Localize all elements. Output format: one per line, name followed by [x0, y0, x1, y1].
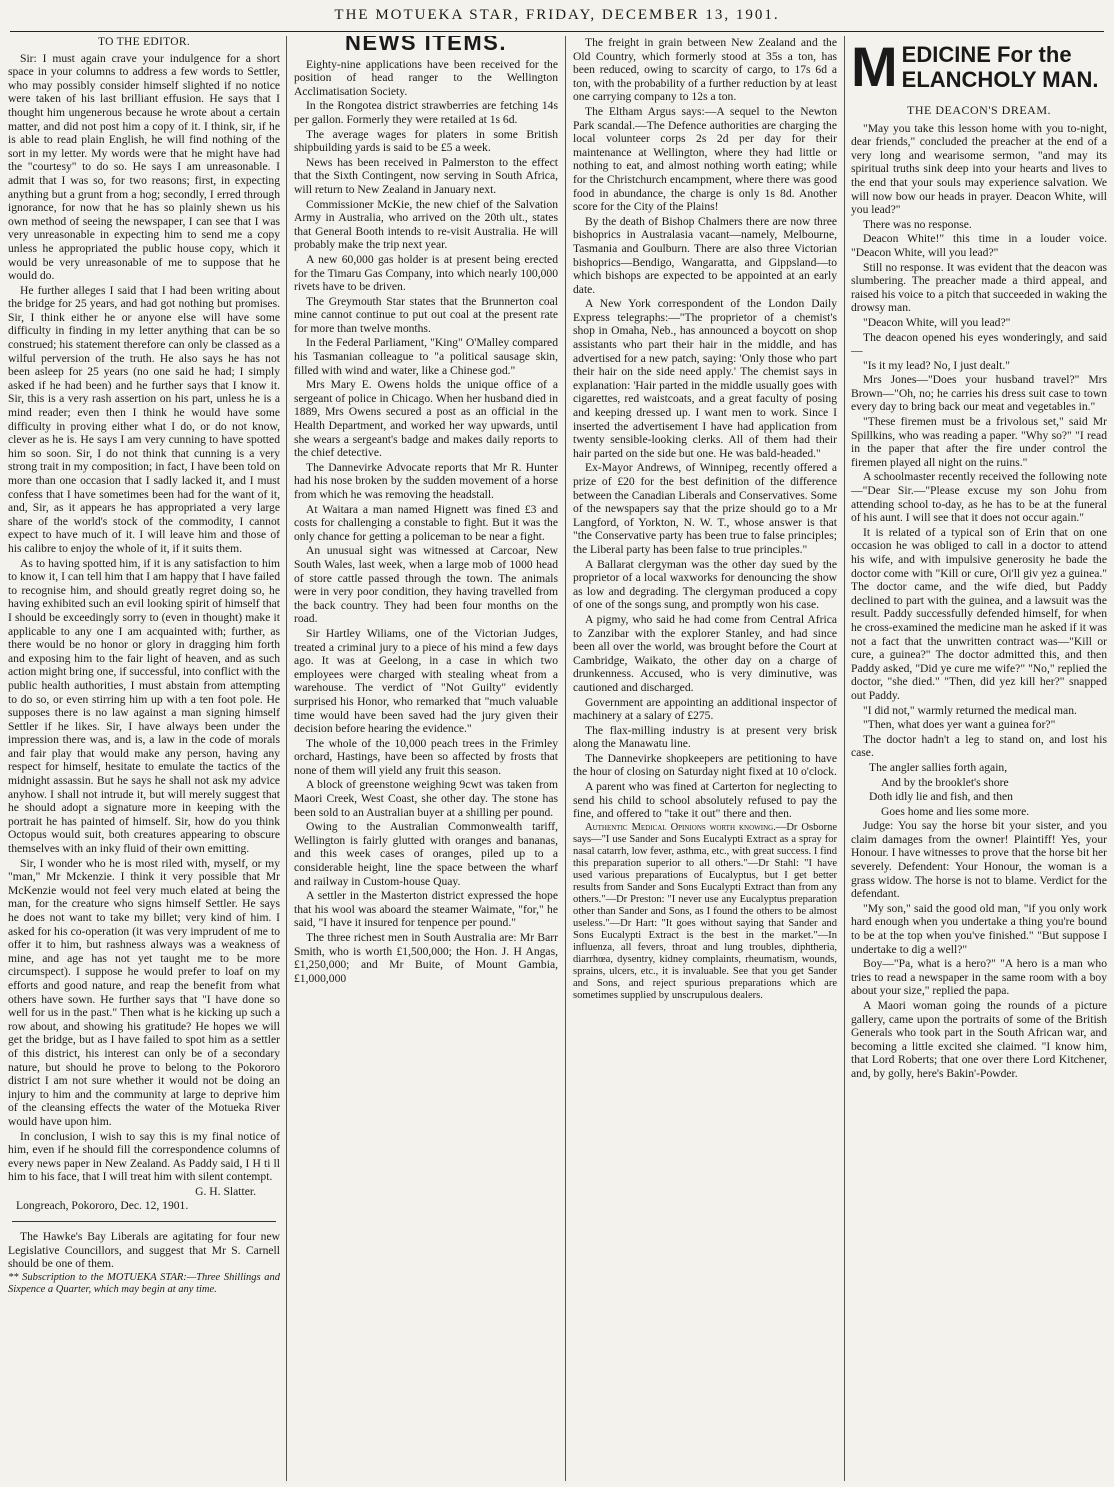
humour-paragraph: There was no response.: [863, 217, 972, 231]
column-divider: [844, 36, 845, 1481]
humour-heading: [851, 36, 1107, 98]
verse-line: Doth idly lie and fish, and then: [869, 790, 1013, 804]
humour-paragraph: The doctor hadn't a leg to stand on, and lost his case.: [851, 732, 1107, 760]
humour-paragraph: "Is it my lead? No, I just dealt.": [863, 358, 1010, 372]
letter-paragraph: In conclusion, I wish to say this is my final notice of him, even if he should fill the correspondence columns of every news paper in New Zealand. As Paddy said, I H ti ll him to his face, that I will treat him with silent contempt.: [8, 1129, 280, 1184]
news-paragraph: The Hawke's Bay Liberals are agitating for four new Legislative Councillors, and suggest that Mr S. Carnell should be one of them.: [8, 1230, 280, 1271]
news-paragraph: Eighty-nine applications have been received for the position of head ranger to the Wellington Acclimatisation Society.: [294, 57, 558, 98]
humour-paragraph: A Maori woman going the rounds of a picture gallery, came upon the portraits of some of the British Generals who took part in the South African war, and becoming a little excited she claimed. "I know him, that Lord Roberts; that one over there Lord Kitchener, and, by golly, here's Bakin'-Powder.: [851, 999, 1107, 1080]
heading-line-1: EDICINE For the: [901, 42, 1072, 67]
heading-drop-letter: M: [851, 36, 898, 98]
letter-paragraph: He further alleges I said that I had been writing about the bridge for 25 years, and had got nothing but promises. Sir, I think either he or anyone else will have some difficulty in finding in my letter anything that can be so construed; his statement therefore can only be classed as a wilful perversion of the truth. He also says he has not been asleep for 25 years (no one said he had; I simply asked if he had been) and he further says that I know it. Sir, this is a very rash assertion on his part, unless he is a mind reader; even then I think he would have some difficulty in proving either what I do, or do not know, clever as he is. He says I am very cunning to have spotted him so soon. Sir, I do not think that cunning is a very strong trait in my composition; in fact, I have been told on more than one occasion that I sadly lacked it, and I must confess that I have sometimes been had for the want of it, and, Sir, as it appears he has appropriated a very large share of the world's stock of the commodity, I cannot expect to have much of it. I will leave him and those of his calibre to enjoy the whole of it, if it suits them.: [8, 283, 280, 555]
advert-lead: Authentic Medical Opinions worth knowing.: [585, 821, 776, 833]
letter-paragraph: Sir, I wonder who he is most riled with, myself, or my "man," Mr Mckenzie. I think it very possible that Mr McKenzie would not feel very much elated at being the man, for the creature who signs himself Settler. He says he does not want to take my billet; very kind of him. I asked for his co-operation (it was very imprudent of me to offer it to him, but rashness always was a weakness of mine, and age has not yet taught me to be more circumspect). I suppose he would prefer to loaf on my efforts and good nature, and reap the benefit from what others have sown. He further says that "I have done so well for us in the past." Then what is he kicking up such a row about, and showing his gratitude? He hopes we will get the bridge, but as I have failed to spot him as a settler of this district, his interest can only be of a secondary nature, but should he prove to belong to the Pokororo district I am not sure whether it would not be doing an injury to him and the community at large to deprive him of the cleansing effects the water of the Motueka River would have upon him.: [8, 856, 280, 1128]
news-heading: NEWS ITEMS.: [345, 36, 507, 55]
news-paragraph: An unusual sight was witnessed at Carcoar, New South Wales, last week, when a large mob of 1000 head of store cattle passed through the town. The animals were in very poor condition, they having travelled from the back country. They had been four months on the road.: [294, 544, 558, 626]
letter-paragraph: Sir: I must again crave your indulgence for a short space in your columns to address a few words to Settler, who may possibly consider himself slighted if no notice were taken of his last brilliant effusion. He says that I thought him ungenerous because he wrote about a certain matter, and did not post him a copy of it. I think, sir, if he is able to read plain English, he will find nothing of the sort in my letter. My words were that he might have had the "courtesy" to do so. He says I am unreasonable. I admit that I was so, for two reasons; first, in expecting anything but a grunt from a hog; secondly, I erred through ignorance, for now that he has so plainly shewn us his own method of seeing the newspaper, I can see that I was very unreasonable in expecting him to send me a copy unless he appropriated the public house copy, which it would be very unreasonable of me to suppose that he would do.: [8, 51, 280, 283]
news-paragraph: Sir Hartley Wiliams, one of the Victorian Judges, treated a criminal jury to a piece of his mind a few days ago. It was at Geelong, in a case in which two employees were charged with stealing wheat from a warehouse. The verdict of "Not Guilty" evidently surprised his Honor, who remarked that "much valuable time would have been saved had the jury given their decision before hearing the evidence.": [294, 626, 558, 736]
masthead-rule: [10, 31, 1104, 32]
letter-place-date: Longreach, Pokororo, Dec. 12, 1901.: [16, 1199, 189, 1213]
news-paragraph: The average wages for platers in some British shipbuilding yards is said to be £5 a week.: [294, 127, 558, 155]
humour-subheading: THE DEACON'S DREAM.: [907, 103, 1051, 117]
news-paragraph: Mrs Mary E. Owens holds the unique office of a sergeant of police in Chicago. When her husband died in 1889, Mrs Owens secured a post as an official in the Health Department, and worked her way upwards, until she wears a sergeant's badge and makes daily reports to the chief detective.: [294, 378, 558, 460]
news-paragraph: Commissioner McKie, the new chief of the Salvation Army in Australia, who arrived on the 20th ult., states that General Booth intends to re-visit Australia. He will probably make the trip next year.: [294, 197, 558, 252]
news-paragraph: A New York correspondent of the London Daily Express telegraphs:—"The proprietor of a chemist's shop in Omaha, Neb., has announced a boycott on shop assistants who part their hair in the middle, and has advertised for a new patch, saying: 'Only those who part their hair on the side need apply.' The chemist says in explanation: 'Hair parted in the middle usually goes with cigarettes, red waistcoats, and a great faculty of posing and keeping dressed up. I want men to work. Since I inserted the advertisement I have had application from twenty sensible-looking clerks. All of them had their hair parted on the side but one. He was bald-headed.": [573, 297, 837, 460]
letter-paragraph: As to having spotted him, if it is any satisfaction to him to know it, I can tell him that I am happy that I have failed to recognise him, and should greatly regret doing so, he having exhibited such an evil looking spirit of himself that I should be exceedingly sorry to (even in thought) make it applicable to any one I am acquainted with; further, as there would be no honor or glory in dragging him forth and exposing him to the fair light of heaven, and as such action might bring one, if successful, into conflict with the public health authorities, I must abstain from attempting to do so, or even stirring him up with a ten foot pole. He supposes there is no law against a man signing himself Settler if he likes. Sir, I have always been under the impression there was, and is, a law in the code of morals and fair play that would make any person, having any respect for himself, hesitate to emulate the tactics of the midnight assassin. But he says he shall not ask my advice anyhow. I shall not intrude it, but will merely suggest that he should adopt a signature more in keeping with the portrait he has painted of himself. Sir, how do you think Octopus would suit, both creatures appearing to obscure themselves with an inky fluid of their own emitting.: [8, 556, 280, 856]
humour-paragraph: Boy—"Pa, what is a hero?" "A hero is a man who tries to read a newspaper in the same room with a boy about your size," replied the papa.: [851, 957, 1107, 998]
subscription-note: ** Subscription to the MOTUEKA STAR:—Three Shillings and Sixpence a Quarter, which may begin at any time.: [8, 1271, 280, 1295]
humour-paragraph: "May you take this lesson home with you to-night, dear friends," concluded the preacher at the end of a very long and wearisome sermon, "and may its spiritual truths sink deep into your hearts and lives to the end that your souls may experience salvation. We will now bow our heads in prayer. Deacon White, will you lead?": [851, 121, 1107, 217]
column-news-continued: [573, 36, 837, 1481]
verse-line: The angler sallies forth again,: [869, 760, 1008, 774]
heading-line-2: ELANCHOLY MAN.: [901, 67, 1099, 92]
letter-signature: G. H. Slatter.: [195, 1184, 256, 1198]
news-paragraph: The Greymouth Star states that the Brunnerton coal mine cannot continue to put out coal at the present rate for more than twelve months.: [294, 294, 558, 335]
column-news-items: [294, 36, 558, 1481]
masthead: THE MOTUEKA STAR, FRIDAY, DECEMBER 13, 1901.: [334, 7, 780, 23]
eucalyptus-advert: [573, 822, 837, 1002]
column-letter: [8, 36, 280, 1481]
verse-line: And by the brooklet's shore: [881, 775, 1009, 789]
news-paragraph: A block of greenstone weighing 9cwt was taken from Maori Creek, West Coast, she other day. The stone has been sold to an Australian buyer at a shilling per pound.: [294, 778, 558, 819]
news-paragraph: A Ballarat clergyman was the other day sued by the proprietor of a local waxworks for denouncing the show as low and degrading. The clergyman produced a copy of one of the songs sung, and promptly won his case.: [573, 557, 837, 612]
news-paragraph: In the Federal Parliament, "King" O'Malley compared his Tasmanian colleague to "a political sausage skin, filled with wind and water, like a Chinese god.": [294, 336, 558, 377]
humour-paragraph: It is related of a typical son of Erin that on one occasion he was obliged to call in a doctor to attend his wife, and with impulsive generosity he bade the doctor come with "Kill or cure, Oi'll giv yez a guinea." The doctor came, and the wife died, but Paddy declined to part with the guinea, and a lawsuit was the result. Paddy successfully defended himself, for when he cross-examined the medicine man he asked if it was not a fact that the unwritten contract was—"Kill or cure, a guinea?" The doctor admitted this, and then Paddy asked, "Did ye cure me wife?" "No," replied the doctor, "she died." "Then, did yez kill her?" snapped out Paddy.: [851, 525, 1107, 702]
news-paragraph: The freight in grain between New Zealand and the Old Country, which formerly stood at 35s a ton, has been reduced, owing to scarcity of cargo, to 17s 6d a ton, with the probability of a further reduction by at least one carrying company to 12s a ton.: [573, 36, 837, 104]
news-paragraph: The Dannevirke Advocate reports that Mr R. Hunter had his nose broken by the sudden movement of a horse from which he was removing the headstall.: [294, 460, 558, 501]
verse-line: Goes home and lies some more.: [881, 804, 1030, 818]
column-divider: [286, 36, 287, 1481]
letter-heading: TO THE EDITOR.: [97, 36, 191, 48]
news-paragraph: Owing to the Australian Commonwealth tariff, Wellington is fairly glutted with oranges and bananas, and this week cases of oranges, piled up to a considerable height, line the space between the wharf and railway in Custom-house Quay.: [294, 820, 558, 888]
news-paragraph: A settler in the Masterton district expressed the hope that his wool was aboard the steamer Waimate, "for," he said, "I have it insured for tenpence per pound.": [294, 889, 558, 930]
humour-paragraph: A schoolmaster recently received the following note—"Dear Sir.—"Please excuse my son Johu from attending school to-day, as he has to be at the funeral of his aunt. I will see that it does not occur again.": [851, 470, 1107, 525]
news-paragraph: Government are appointing an additional inspector of machinery at a salary of £275.: [573, 695, 837, 723]
humour-paragraph: Still no response. It was evident that the deacon was slumbering. The preacher made a third appeal, and raised his voice to a pitch that succeeded in waking the drowsy man.: [851, 260, 1107, 315]
humour-paragraph: Mrs Jones—"Does your husband travel?" Mrs Brown—"Oh, no; he carries his dress suit case to town every day to bring back our meat and vegetables in.": [851, 373, 1107, 414]
humour-paragraph: "I did not," warmly returned the medical man.: [863, 703, 1077, 717]
news-paragraph: At Waitara a man named Hignett was fined £3 and costs for challenging a constable to fight. But it was the only chance for getting a policeman to be near a fight.: [294, 502, 558, 543]
humour-paragraph: Deacon White!" this time in a louder voice. "Deacon White, will you lead?": [851, 232, 1107, 259]
news-paragraph: Ex-Mayor Andrews, of Winnipeg, recently offered a prize of £20 for the best definition of the difference between the Canadian Liberals and Conservatives. Some of the newspapers say that the prize should go to a Mr Langford, of Yorkton, N. W. T., whose answer is that "the Conservative party has been true to false principles; the Liberal party has been false to true principles.": [573, 461, 837, 556]
news-paragraph: The flax-milling industry is at present very brisk along the Manawatu line.: [573, 723, 837, 751]
humour-paragraph: "Then, what does yer want a guinea for?": [863, 718, 1056, 732]
humour-paragraph: "These firemen must be a frivolous set," said Mr Spillkins, who was reading a paper. "Why so?" "I read in the paper that after the fire under control the firemen played all night on the ruins.": [851, 415, 1107, 469]
column-divider: [565, 36, 566, 1481]
news-paragraph: The three richest men in South Australia are: Mr Barr Smith, who is worth £1,500,000; the Hon. J. H Angas, £1,250,000; and Mr Buite, of Mount Gambia, £1,000,000: [294, 931, 558, 985]
news-paragraph: In the Rongotea district strawberries are fetching 14s per gallon. Formerly they were retailed at 1s 6d.: [294, 99, 558, 126]
humour-paragraph: "My son," said the good old man, "if you only work hard enough when you undertake a thing you're bound to be at the top when you've finished." "But suppose I undertake to dig a well?": [851, 901, 1107, 956]
humour-paragraph: The deacon opened his eyes wonderingly, and said—: [851, 330, 1107, 358]
advert-body: —Dr Osborne says—"I use Sander and Sons Eucalypti Extract as a spray for nasal catarrh, low fever, asthma, etc., with great success. I find this preparation superior to all others."—Dr Stahl: "I have used various preparations of Eucalyptus, but I get better results from Sander and Sons Eucalypti Extract than from any others."—Dr Preston: "I never use any Eucalyptus preparation other than Sander and Sons, as I found the others to be almost useless."—Dr Hart: "It goes without saying that Sander and Sons Eucalypti Extract is the best in the market."—In influenza, all fevers, throat and lung troubles, diphtheria, diarrhœa, dysentry, kidney complaints, rheumatism, wounds, sprains, ulcers, etc., it is invaluable. See that you get Sander and Sons, and reject spurious preparations which are sometimes supplied by unscrupulous dealers.: [573, 821, 837, 1001]
news-paragraph: The Eltham Argus says:—A sequel to the Newton Park scandal.—The Defence authorities are charging the local volunteer corps 2s 2d per day for their maintenance at Wellington, where they had little or nothing to eat, and almost nothing worth eating; while for the Christchurch encampment, where there was good food in abundance, the charge is only 1s 8d. Another score for the City of the Plains!: [573, 104, 837, 214]
humour-paragraph: "Deacon White, will you lead?": [863, 315, 1011, 329]
section-divider: [12, 1221, 276, 1222]
news-paragraph: The Dannevirke shopkeepers are petitioning to have the hour of closing on Saturday night fixed at 10 o'clock.: [573, 751, 837, 779]
news-paragraph: By the death of Bishop Chalmers there are now three bishoprics in Australasia vacant—namely, Melbourne, Tasmania and Goulburn. There are also three Victorian bishoprics—Bendigo, Wangaratta, and Gippsland—to which bishops are expected to be appointed at an early date.: [573, 214, 837, 296]
news-paragraph: News has been received in Palmerston to the effect that the Sixth Contingent, now serving in South Africa, will return to New Zealand in January next.: [294, 155, 558, 196]
column-humour: [851, 36, 1107, 1481]
humour-paragraph: Judge: You say the horse bit your sister, and you claim damages from the owner! Plaintiff! Yes, your Honour. I have witnesses to prove that the horse bit her severely. Defendent: Your Honour, the woman is a grass widow. The horse is not to blame. Verdict for the defendant.: [851, 819, 1107, 901]
news-paragraph: The whole of the 10,000 peach trees in the Frimley orchard, Hastings, have been so affected by frosts that none of them will yield any fruit this season.: [294, 736, 558, 777]
news-paragraph: A pigmy, who said he had come from Central Africa to Zanzibar with the explorer Stanley, and had since been all over the world, was brought before the Court at Cambridge, Waikato, the other day on a charge of drunkenness. Accused, who is very diminutive, was cautioned and discharged.: [573, 612, 837, 694]
news-paragraph: A parent who was fined at Carterton for neglecting to send his child to school absolutely refused to pay the fine, and offered to "take it out" there and then.: [573, 780, 837, 821]
news-paragraph: A new 60,000 gas holder is at present being erected for the Timaru Gas Company, into which nearly 100,000 rivets have to be driven.: [294, 252, 558, 294]
